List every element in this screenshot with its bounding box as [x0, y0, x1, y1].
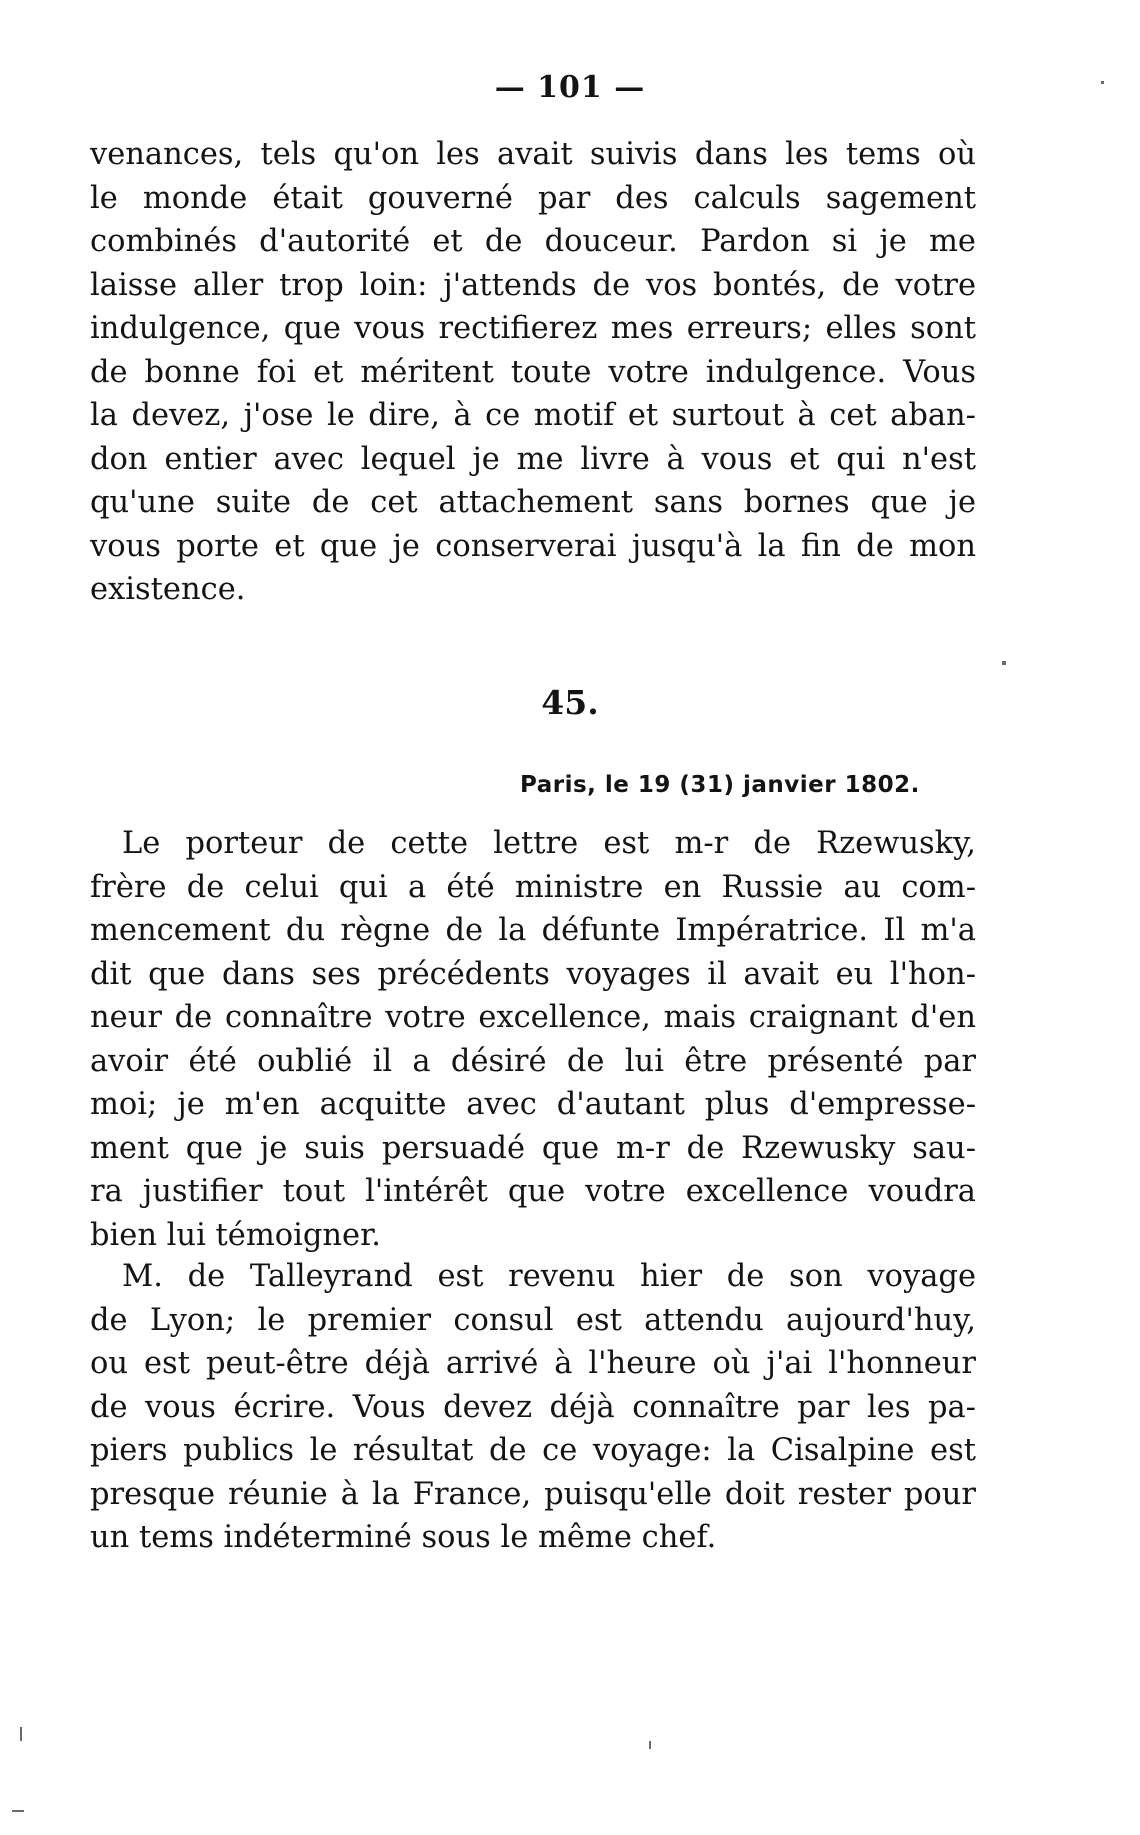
text-line: ra justifier tout l'intérêt que votre excellence voudra [90, 1174, 976, 1209]
text-line: mencement du règne de la défunte Impératrice. Il m'a [90, 913, 976, 948]
text-line: de bonne foi et méritent toute votre indulgence. Vous [90, 354, 976, 390]
text-line: ou est peut-être déjà arrivé à l'heure où j'ai l'honneur [90, 1346, 976, 1381]
text-line: la devez, j'ose le dire, à ce motif et surtout à cet aban- [90, 398, 976, 433]
scan-speck [12, 1810, 24, 1812]
scan-speck [1002, 661, 1006, 665]
text-line: Le porteur de cette lettre est m-r de Rzewusky, [122, 826, 976, 861]
letter-number: 45. [541, 683, 599, 722]
text-line: don entier avec lequel je me livre à vous et qui n'est [90, 441, 976, 477]
scan-speck [649, 1741, 651, 1749]
text-line: existence. [90, 572, 246, 607]
text-line: piers publics le résultat de ce voyage: la Cisalpine est [90, 1433, 976, 1468]
text-line: presque réunie à la France, puisqu'elle doit rester pour [90, 1476, 976, 1512]
text-line: moi; je m'en acquitte avec d'autant plus d'empresse- [90, 1087, 976, 1122]
text-line: un tems indéterminé sous le même chef. [90, 1520, 717, 1555]
text-line: dit que dans ses précédents voyages il avait eu l'hon- [90, 956, 976, 992]
text-line: le monde était gouverné par des calculs sagement [90, 180, 976, 216]
text-line: combinés d'autorité et de douceur. Pardon si je me [90, 224, 976, 259]
paragraph-talleyrand [90, 1255, 976, 1560]
text-line: indulgence, que vous rectifierez mes erreurs; elles sont [90, 311, 976, 346]
text-line: avoir été oublié il a désiré de lui être présenté par [90, 1043, 976, 1079]
text-line: M. de Talleyrand est revenu hier de son voyage [122, 1259, 976, 1294]
dateline: Paris, le 19 (31) janvier 1802. [520, 772, 920, 798]
text-line: neur de connaître votre excellence, mais craignant d'en [90, 1000, 976, 1035]
text-line: frère de celui qui a été ministre en Russie au com- [90, 869, 976, 905]
page-number: — 101 — [494, 70, 646, 105]
text-line: venances, tels qu'on les avait suivis dans les tems où [90, 137, 976, 172]
paragraph-letter-intro [90, 822, 976, 1257]
text-line: vous porte et que je conserverai jusqu'à la fin de mon [90, 528, 976, 564]
text-line: qu'une suite de cet attachement sans bornes que je [90, 485, 976, 520]
text-line: bien lui témoigner. [90, 1217, 382, 1253]
text-line: de vous écrire. Vous devez déjà connaître par les pa- [90, 1389, 976, 1425]
scan-speck [20, 1727, 22, 1741]
text-line: ment que je suis persuadé que m-r de Rzewusky sau- [90, 1130, 976, 1166]
paragraph-continuation [90, 133, 976, 612]
text-line: de Lyon; le premier consul est attendu aujourd'huy, [90, 1302, 976, 1338]
scan-speck [1101, 81, 1104, 84]
text-line: laisse aller trop loin: j'attends de vos bontés, de votre [90, 267, 976, 303]
